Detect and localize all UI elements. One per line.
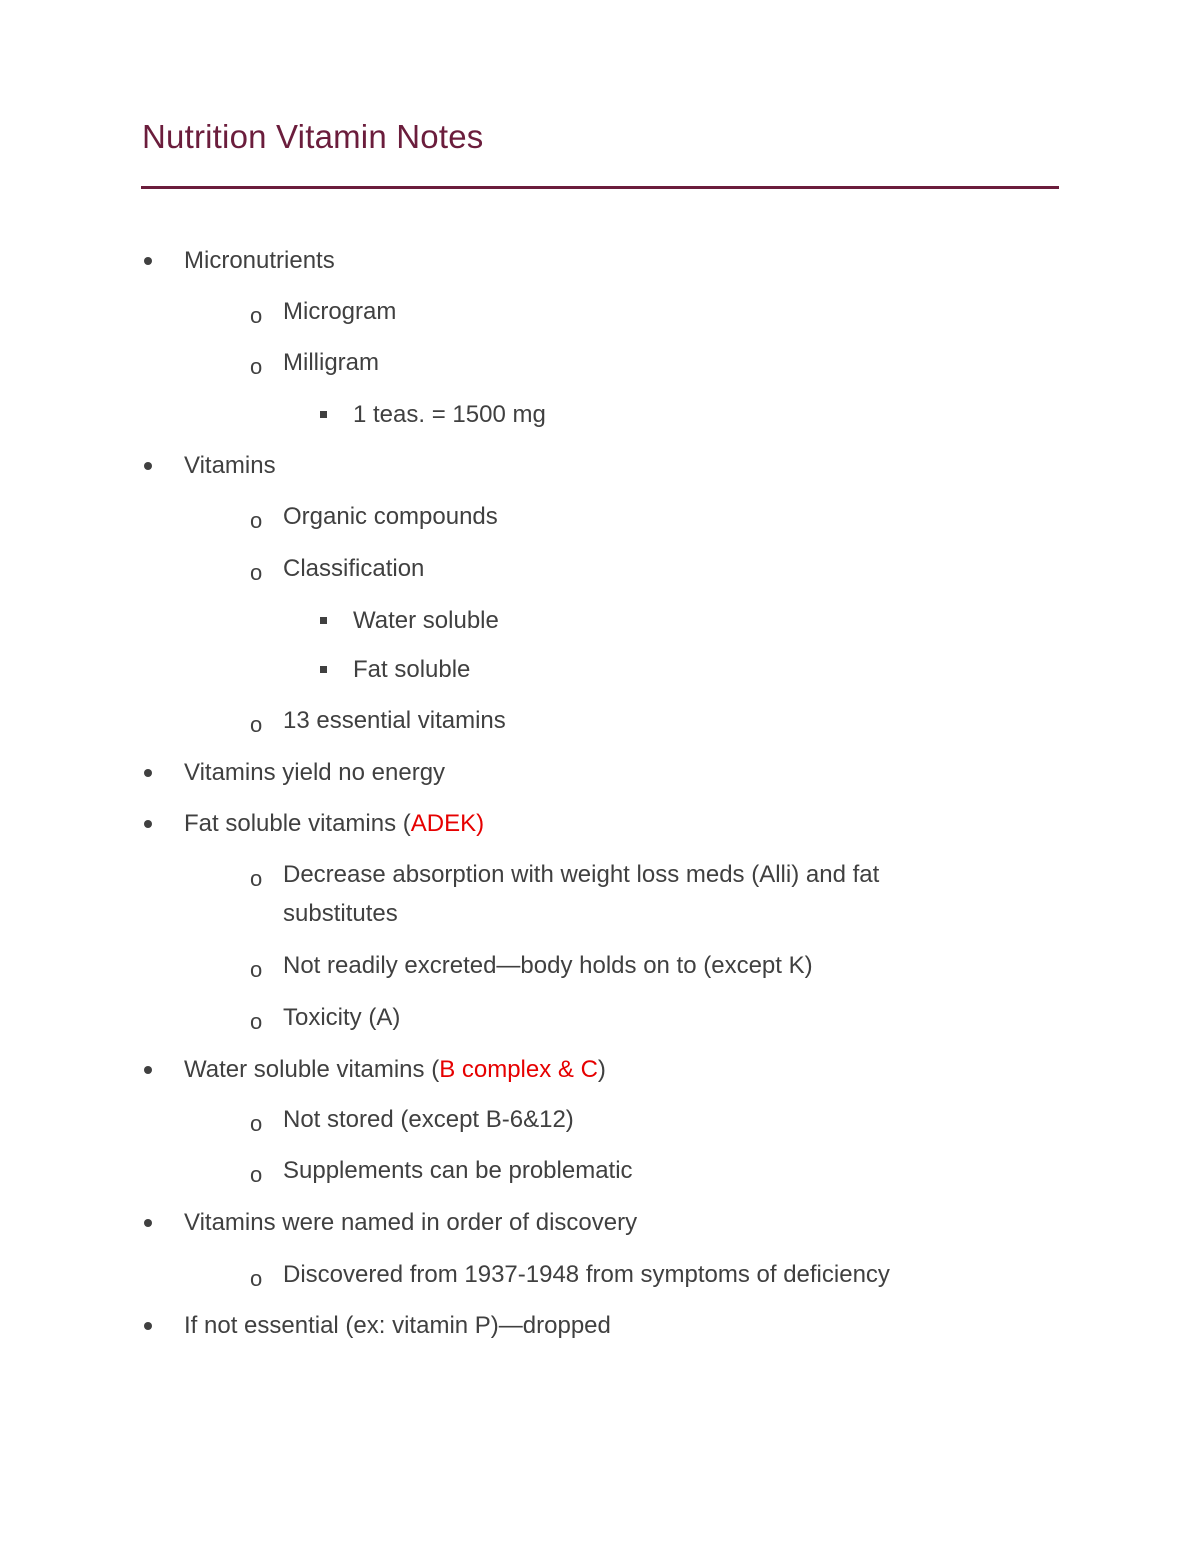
- list-item: Micronutrients: [184, 248, 335, 274]
- bullet-circle-icon: o: [250, 1111, 263, 1136]
- bullet-dot-icon: [144, 1322, 152, 1330]
- bullet-dot-icon: [144, 820, 152, 828]
- bullet-square-icon: [320, 411, 327, 418]
- bullet-circle-icon: o: [250, 712, 263, 737]
- list-item-continuation: substitutes: [283, 900, 398, 927]
- bullet-dot-icon: [144, 462, 152, 470]
- bullet-square-icon: [320, 666, 327, 673]
- list-item: o Toxicity (A): [250, 1004, 401, 1034]
- bullet-circle-icon: o: [250, 866, 263, 891]
- bullet-dot-icon: [144, 1219, 152, 1227]
- page-title: Nutrition Vitamin Notes: [142, 118, 484, 155]
- bullet-circle-icon: o: [250, 303, 263, 328]
- list-item: o Classification: [250, 555, 425, 585]
- list-item: Vitamins were named in order of discovery: [184, 1210, 637, 1236]
- highlight-text: ADEK): [410, 810, 485, 837]
- list-item: Fat soluble vitamins (ADEK): [184, 811, 484, 837]
- list-item: o 13 essential vitamins: [250, 707, 506, 737]
- title-divider: [141, 186, 1059, 189]
- bullet-dot-icon: [144, 1066, 152, 1074]
- list-item: 1 teas. = 1500 mg: [353, 402, 546, 428]
- bullet-dot-icon: [144, 769, 152, 777]
- list-item: Water soluble vitamins (B complex & C): [184, 1057, 606, 1083]
- bullet-dot-icon: [144, 257, 152, 265]
- list-item: Vitamins yield no energy: [184, 760, 445, 786]
- bullet-circle-icon: o: [250, 1162, 263, 1187]
- bullet-circle-icon: o: [250, 354, 263, 379]
- list-item: Water soluble: [353, 608, 499, 634]
- list-item: Vitamins: [184, 453, 276, 479]
- list-item: o Not stored (except B-6&12): [250, 1106, 574, 1136]
- bullet-circle-icon: o: [250, 1266, 263, 1291]
- list-item: o Not readily excreted—body holds on to (except K): [250, 952, 813, 982]
- list-item: If not essential (ex: vitamin P)—dropped: [184, 1313, 611, 1339]
- list-item: o Decrease absorption with weight loss meds (Alli) and fat: [250, 861, 880, 891]
- bullet-circle-icon: o: [250, 957, 263, 982]
- bullet-square-icon: [320, 617, 327, 624]
- highlight-text: B complex & C: [439, 1056, 598, 1083]
- list-item: o Microgram: [250, 298, 397, 328]
- bullet-circle-icon: o: [250, 508, 263, 533]
- bullet-circle-icon: o: [250, 560, 263, 585]
- list-item: o Discovered from 1937-1948 from symptoms of deficiency: [250, 1261, 890, 1291]
- list-item: o Organic compounds: [250, 503, 498, 533]
- list-item: o Supplements can be problematic: [250, 1157, 633, 1187]
- bullet-circle-icon: o: [250, 1009, 263, 1034]
- list-item: o Milligram: [250, 349, 379, 379]
- list-item: Fat soluble: [353, 657, 470, 683]
